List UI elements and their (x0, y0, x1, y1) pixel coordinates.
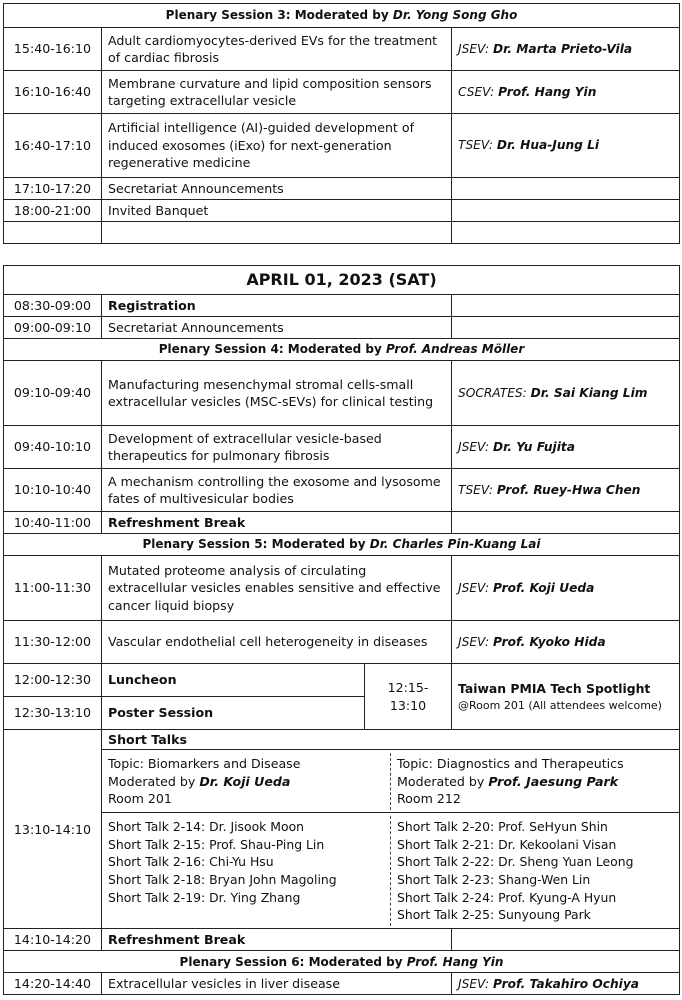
talk-title: Development of extracellular vesicle-based therapeutics for pulmonary fibrosis (102, 426, 452, 469)
speaker-cell: TSEV: Prof. Ruey-Hwa Chen (452, 469, 680, 512)
speaker-cell: JSEV: Prof. Koji Ueda (452, 556, 680, 621)
event-label: Refreshment Break (102, 512, 452, 534)
session-4-header-row (4, 339, 680, 361)
talk-title: Manufacturing mesenchymal stromal cells-small extracellular vesicles (MSC-sEVs) for clinical testing (102, 361, 452, 426)
day-title: APRIL 01, 2023 (SAT) (4, 266, 680, 295)
time-cell: 13:10-14:10 (4, 730, 102, 929)
table-row (4, 295, 680, 317)
talk-title: Vascular endothelial cell heterogeneity in diseases (102, 621, 452, 664)
time-cell: 14:20-14:40 (4, 973, 102, 995)
table-row (4, 512, 680, 534)
talk-title: Membrane curvature and lipid composition sensors targeting extracellular vesicle (102, 71, 452, 114)
event-label: Poster Session (102, 697, 365, 730)
list-item: Short Talk 2-22: Dr. Sheng Yuan Leong (397, 854, 634, 870)
time-cell: 11:30-12:00 (4, 621, 102, 664)
list-item: Short Talk 2-14: Dr. Jisook Moon (108, 819, 304, 835)
table-row (4, 973, 680, 995)
short-talk-list-right (391, 816, 679, 926)
list-item: Short Talk 2-24: Prof. Kyung-A Hyun (397, 889, 617, 905)
session-5-header-row (4, 534, 680, 556)
session-6-header: Plenary Session 6: Moderated by Prof. Hang Yin (4, 951, 680, 973)
table-row (4, 469, 680, 512)
table-row (4, 114, 680, 178)
table-row (4, 621, 680, 664)
talk-title: Adult cardiomyocytes-derived EVs for the treatment of cardiac fibrosis (102, 28, 452, 71)
table-row (4, 664, 680, 697)
empty-row (4, 222, 680, 244)
topic-moderator: Moderated by Prof. Jaesung Park (397, 773, 619, 789)
short-talk-list-left (102, 816, 391, 926)
table-row (4, 317, 680, 339)
session-4-moderator: Prof. Andreas Möller (385, 342, 525, 357)
time-cell: 14:10-14:20 (4, 929, 102, 951)
session-5-header: Plenary Session 5: Moderated by Dr. Charles Pin-Kuang Lai (4, 534, 680, 556)
list-item: Short Talk 2-21: Dr. Kekoolani Visan (397, 836, 617, 852)
topic-left (102, 753, 391, 809)
table-row (4, 361, 680, 426)
event-label: Registration (102, 295, 452, 317)
table-row (4, 178, 680, 200)
speaker-cell: JSEV: Prof. Kyoko Hida (452, 621, 680, 664)
spotlight-subtitle: @Room 201 (All attendees welcome) (458, 698, 662, 712)
table-row (4, 426, 680, 469)
speaker-cell: TSEV: Dr. Hua-Jung Li (452, 114, 680, 178)
list-item: Short Talk 2-18: Bryan John Magoling (108, 871, 337, 887)
topic-room: Room 201 (108, 791, 172, 807)
event-label: Refreshment Break (102, 929, 452, 951)
time-cell: 12:00-12:30 (4, 664, 102, 697)
time-cell: 15:40-16:10 (4, 28, 102, 71)
time-cell: 09:10-09:40 (4, 361, 102, 426)
speaker-cell: JSEV: Dr. Marta Prieto-Vila (452, 28, 680, 71)
list-item: Short Talk 2-20: Prof. SeHyun Shin (397, 819, 608, 835)
talk-title: Artificial intelligence (AI)-guided development of induced exosomes (iExo) for next-generation regenerative medicine (102, 114, 452, 178)
time-cell: 10:10-10:40 (4, 469, 102, 512)
topic-right (391, 753, 679, 809)
session-6-moderator: Prof. Hang Yin (406, 954, 504, 969)
time-cell: 10:40-11:00 (4, 512, 102, 534)
event-label: Invited Banquet (102, 200, 452, 222)
table-row (4, 556, 680, 621)
time-cell: 18:00-21:00 (4, 200, 102, 222)
time-cell: 16:10-16:40 (4, 71, 102, 114)
table-row (4, 929, 680, 951)
time-cell: 09:00-09:10 (4, 317, 102, 339)
day-header-row (4, 266, 680, 295)
session-3-header: Plenary Session 3: Moderated by Dr. Yong Song Gho (4, 4, 680, 28)
spotlight-cell (452, 664, 680, 730)
session-6-header-row (4, 951, 680, 973)
short-talks-label-row (4, 730, 680, 750)
table-row (4, 71, 680, 114)
spotlight-time: 12:15-13:10 (365, 664, 452, 730)
session-3-header-row (4, 4, 680, 28)
time-cell: 08:30-09:00 (4, 295, 102, 317)
short-talks-topics-row (4, 750, 680, 813)
list-item: Short Talk 2-25: Sunyoung Park (397, 907, 591, 923)
speaker-cell: CSEV: Prof. Hang Yin (452, 71, 680, 114)
list-item: Short Talk 2-23: Shang-Wen Lin (397, 871, 591, 887)
list-item: Short Talk 2-16: Chi-Yu Hsu (108, 854, 274, 870)
short-talks-list-row (4, 813, 680, 929)
time-cell: 17:10-17:20 (4, 178, 102, 200)
time-cell: 16:40-17:10 (4, 114, 102, 178)
list-item: Short Talk 2-15: Prof. Shau-Ping Lin (108, 836, 325, 852)
topic-room: Room 212 (397, 791, 461, 807)
topic-title: Topic: Diagnostics and Therapeutics (397, 756, 624, 772)
event-label: Secretariat Announcements (102, 317, 452, 339)
topic-title: Topic: Biomarkers and Disease (108, 756, 301, 772)
talk-title: Extracellular vesicles in liver disease (102, 973, 452, 995)
speaker-cell: JSEV: Dr. Yu Fujita (452, 426, 680, 469)
session-3-moderator: Dr. Yong Song Gho (392, 8, 518, 23)
talk-title: Mutated proteome analysis of circulating extracellular vesicles enables sensitive and effective cancer liquid biopsy (102, 556, 452, 621)
talk-title: A mechanism controlling the exosome and lysosome fates of multivesicular bodies (102, 469, 452, 512)
table-row (4, 200, 680, 222)
session-4-header: Plenary Session 4: Moderated by Prof. Andreas Möller (4, 339, 680, 361)
short-talks-label: Short Talks (102, 730, 680, 750)
event-label: Secretariat Announcements (102, 178, 452, 200)
schedule-table-march-31 (3, 3, 680, 244)
speaker-cell: SOCRATES: Dr. Sai Kiang Lim (452, 361, 680, 426)
list-item: Short Talk 2-19: Dr. Ying Zhang (108, 889, 301, 905)
table-row (4, 28, 680, 71)
speaker-cell: JSEV: Prof. Takahiro Ochiya (452, 973, 680, 995)
time-cell: 09:40-10:10 (4, 426, 102, 469)
topic-moderator: Moderated by Dr. Koji Ueda (108, 773, 291, 789)
time-cell: 12:30-13:10 (4, 697, 102, 730)
session-5-moderator: Dr. Charles Pin-Kuang Lai (369, 537, 541, 552)
schedule-table-april-01 (3, 265, 680, 995)
spotlight-title: Taiwan PMIA Tech Spotlight (458, 681, 651, 697)
event-label: Luncheon (102, 664, 365, 697)
time-cell: 11:00-11:30 (4, 556, 102, 621)
